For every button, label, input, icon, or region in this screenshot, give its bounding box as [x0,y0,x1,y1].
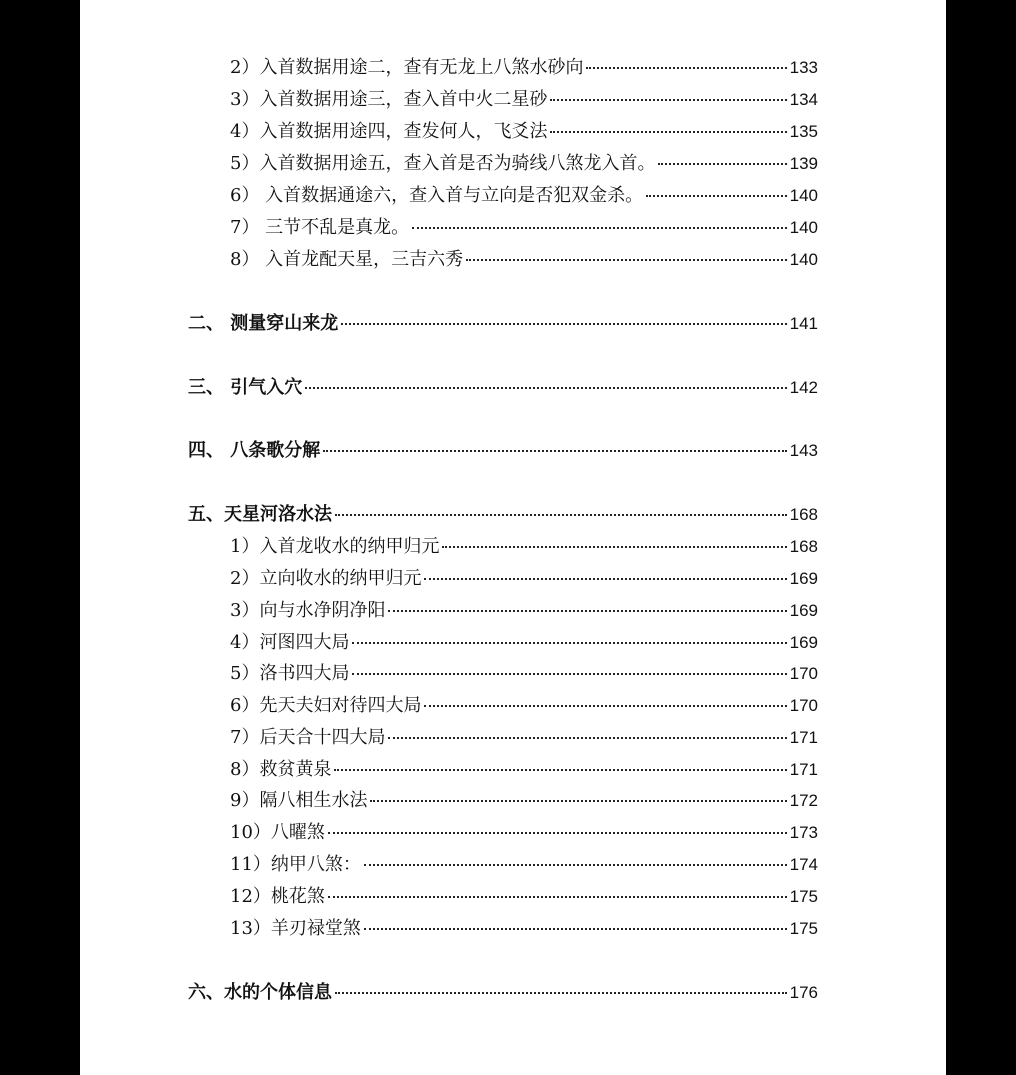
dot-leader [550,131,786,133]
dot-leader [658,163,786,165]
toc-entry[interactable] [230,248,818,272]
toc-page-number: 169 [789,601,818,620]
toc-entry-label: 2）入首数据用途二，查有无龙上八煞水砂向 [230,57,584,78]
toc-entry-label: 3）向与水净阴净阳 [230,600,386,621]
dot-leader [442,546,786,548]
toc-entry[interactable] [230,216,818,240]
toc-entry[interactable] [230,535,818,559]
dot-leader [335,992,787,994]
toc-entry-label: 5）洛书四大局 [230,663,350,684]
toc-entry[interactable] [230,88,818,112]
toc-entry[interactable] [230,599,818,623]
dot-leader [352,642,786,644]
toc-page-number: 175 [789,919,818,938]
dot-leader [364,928,787,930]
toc-page-number: 171 [789,728,818,747]
toc-section-label: 二、 测量穿山来龙 [188,313,339,334]
toc-page-number: 140 [789,218,818,237]
dot-leader [305,387,786,389]
dot-leader [646,195,786,197]
dot-leader [370,800,786,802]
toc-entry-label: 9）隔八相生水法 [230,790,368,811]
toc-entry-label: 3）入首数据用途三，查入首中火二星砂 [230,89,548,110]
dot-leader [412,227,786,229]
toc-entry-label: 11）纳甲八煞： [230,854,361,875]
dot-leader [424,705,786,707]
dot-leader [364,864,787,866]
toc-entry[interactable] [230,789,818,813]
dot-leader [388,737,786,739]
toc-section-label: 四、 八条歌分解 [188,440,321,461]
toc-entry[interactable] [230,184,818,208]
toc-page-number: 176 [789,983,818,1002]
toc-section[interactable] [188,981,818,1005]
dot-leader [334,769,786,771]
toc-section[interactable] [188,439,818,463]
toc-entry-label: 12）桃花煞 [230,886,325,907]
toc-page-number: 142 [789,378,818,397]
toc-section-label: 六、水的个体信息 [188,982,332,1003]
toc-page-number: 170 [789,696,818,715]
dot-leader [424,578,786,580]
toc-page-number: 140 [789,250,818,269]
toc-entry[interactable] [230,758,818,782]
toc-section[interactable] [188,376,818,400]
toc-entry[interactable] [230,821,818,845]
toc-entry-label: 4）入首数据用途四，查发何人，飞爻法 [230,121,548,142]
toc-entry[interactable] [230,853,818,877]
dot-leader [341,323,786,325]
toc-entry-label: 8）救贫黄泉 [230,759,332,780]
toc-entry-label: 5）入首数据用途五，查入首是否为骑线八煞龙入首。 [230,153,656,174]
toc-page-number: 169 [789,633,818,652]
toc-entry-label: 1）入首龙收水的纳甲归元 [230,536,440,557]
toc-page-number: 174 [789,855,818,874]
toc-page-number: 135 [789,122,818,141]
toc-page-number: 169 [789,569,818,588]
toc-entry-label: 4）河图四大局 [230,632,350,653]
toc-entry-label: 10）八曜煞 [230,822,325,843]
toc-page-number: 168 [789,505,818,524]
dot-leader [550,99,786,101]
toc-entry-label: 7）后天合十四大局 [230,727,386,748]
dot-leader [328,832,787,834]
toc-page-number: 171 [789,760,818,779]
toc-entry[interactable] [230,917,818,941]
toc-section-label: 五、天星河洛水法 [188,504,332,525]
toc-section[interactable] [188,312,818,336]
toc-section-label: 三、 引气入穴 [188,377,303,398]
toc-page-number: 143 [789,441,818,460]
toc-entry-label: 13）羊刃禄堂煞 [230,918,361,939]
dot-leader [586,67,786,69]
toc-entry[interactable] [230,694,818,718]
toc-section[interactable] [188,503,818,527]
toc-page-number: 168 [789,537,818,556]
toc-page-number: 170 [789,664,818,683]
dot-leader [388,610,786,612]
toc-entry-label: 6） 入首数据通途六，查入首与立向是否犯双金杀。 [230,185,644,206]
toc-entry[interactable] [230,885,818,909]
dot-leader [328,896,787,898]
toc-entry[interactable] [230,631,818,655]
dot-leader [323,450,786,452]
toc-entry-label: 7） 三节不乱是真龙。 [230,217,410,238]
toc-page-number: 139 [789,154,818,173]
dot-leader [352,673,786,675]
toc-entry[interactable] [230,120,818,144]
toc-entry-label: 6）先天夫妇对待四大局 [230,695,422,716]
toc-entry[interactable] [230,567,818,591]
toc-page-number: 175 [789,887,818,906]
toc-page-number: 172 [789,791,818,810]
toc-entry-label: 2）立向收水的纳甲归元 [230,568,422,589]
toc-entry[interactable] [230,726,818,750]
toc-page-number: 173 [789,823,818,842]
toc-page-number: 134 [789,90,818,109]
dot-leader [466,259,786,261]
dot-leader [335,514,787,516]
toc-entry[interactable] [230,662,818,686]
toc-entry[interactable] [230,152,818,176]
toc-entry-label: 8） 入首龙配天星，三吉六秀 [230,249,464,270]
toc-page-number: 141 [789,314,818,333]
toc-page-number: 133 [789,58,818,77]
toc-page-number: 140 [789,186,818,205]
toc-entry[interactable] [230,56,818,80]
